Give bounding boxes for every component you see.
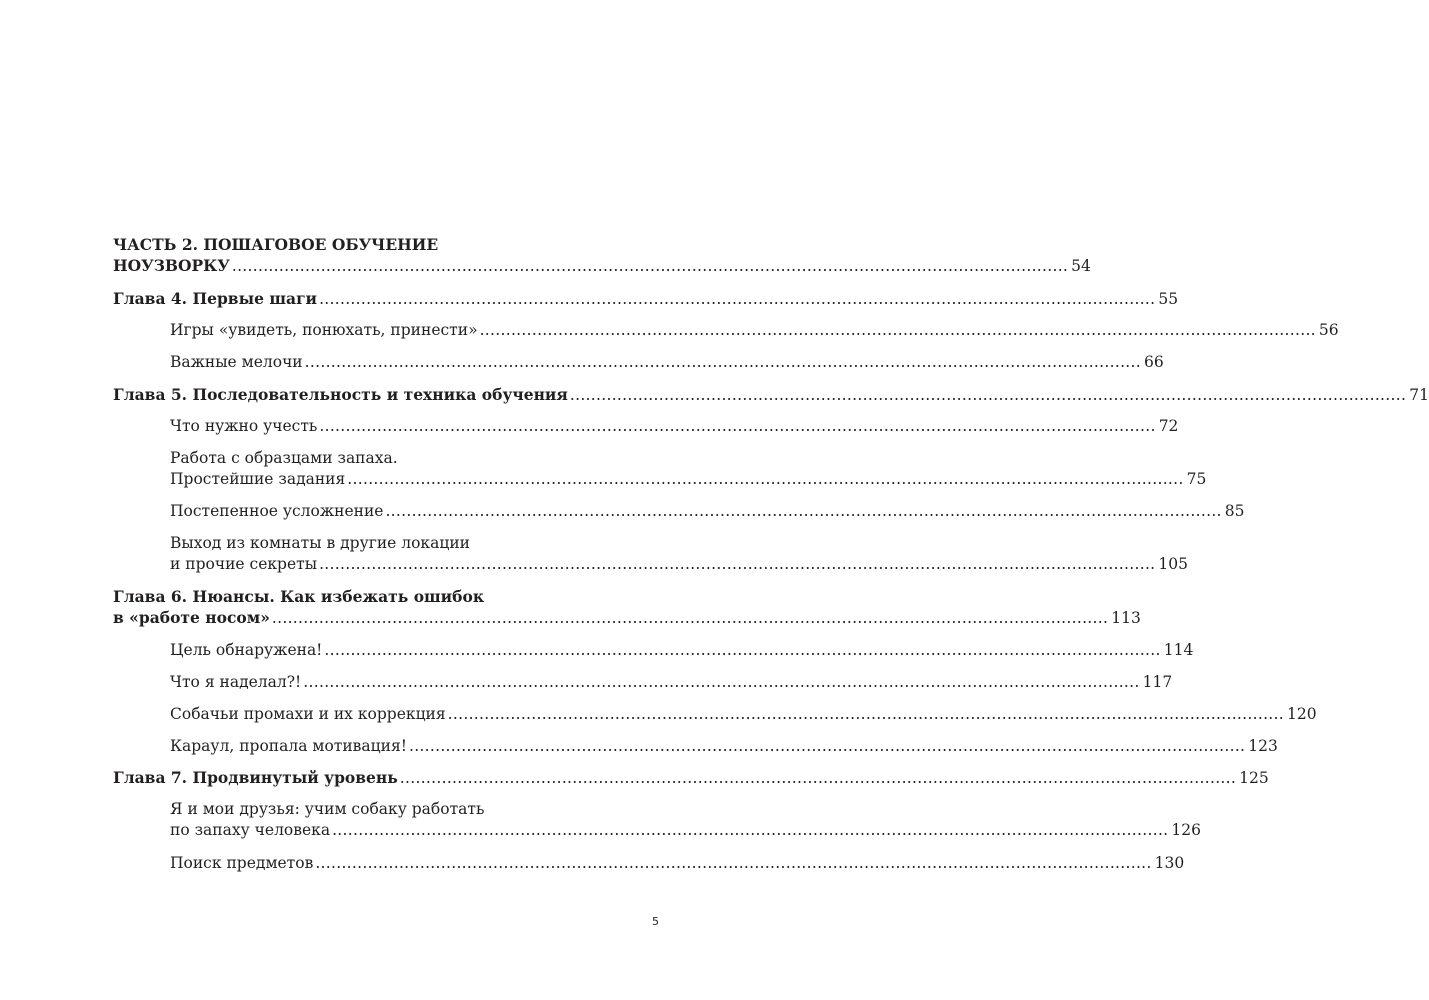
toc-entry-title: Важные мелочи [170, 353, 303, 371]
toc-entry-section [170, 640, 1194, 661]
toc-page-number: 54 [1071, 257, 1091, 275]
toc-entry-title-line1: Выход из комнаты в другие локации [170, 534, 470, 552]
dot-leader: ................................................................................................................................................................ [447, 705, 1284, 723]
dot-leader: ................................................................................................................................................................ [324, 641, 1161, 659]
dot-leader: ................................................................................................................................................................ [271, 609, 1109, 627]
toc-entry-title: Цель обнаружена! [170, 641, 323, 659]
toc-entry-title: Караул, пропала мотивация! [170, 737, 407, 755]
dot-leader: ................................................................................................................................................................ [347, 470, 1184, 488]
toc-entry-part2 [113, 234, 1091, 276]
dot-leader: ................................................................................................................................................................ [385, 502, 1222, 520]
toc-entry-section [170, 416, 1179, 437]
toc-page-number: 114 [1163, 641, 1194, 659]
dot-leader: ................................................................................................................................................................ [319, 417, 1156, 435]
toc-page-number: 120 [1286, 705, 1317, 723]
dot-leader: ................................................................................................................................................................ [319, 555, 1156, 573]
toc-entry-section [170, 853, 1185, 874]
toc-entry-title: Собачьи промахи и их коррекция [170, 705, 446, 723]
toc-entry-title-line1: ЧАСТЬ 2. ПОШАГОВОЕ ОБУЧЕНИЕ [113, 235, 439, 254]
toc-entry-title: Что нужно учесть [170, 417, 318, 435]
toc-entry-title-line1: Глава 6. Нюансы. Как избежать ошибок [113, 587, 485, 606]
page-number: 5 [652, 915, 659, 928]
toc-entry-title-line2: по запаху человека [170, 821, 331, 839]
toc-entry-title-line1: Я и мои друзья: учим собаку работать [170, 800, 485, 818]
dot-leader: ................................................................................................................................................................ [408, 737, 1246, 755]
dot-leader: ................................................................................................................................................................ [231, 257, 1069, 275]
toc-page-number: 56 [1318, 321, 1339, 339]
dot-leader: ................................................................................................................................................................ [304, 353, 1141, 371]
toc-entry-title-line2: в «работе носом» [113, 608, 270, 627]
dot-leader: ................................................................................................................................................................ [319, 290, 1156, 308]
dot-leader: ................................................................................................................................................................ [399, 769, 1237, 787]
toc-page-number: 85 [1224, 502, 1245, 520]
toc-entry-title: Поиск предметов [170, 854, 314, 872]
toc-page-number: 126 [1171, 821, 1201, 839]
toc-entry-section [170, 448, 1207, 490]
toc-entry-title-line2: НОУЗВОРКУ [113, 256, 230, 275]
toc-page-number: 55 [1158, 290, 1179, 308]
toc-entry-title: Постепенное усложнение [170, 502, 384, 520]
toc-entry-chapter-4 [113, 288, 1179, 309]
toc-entry-title: Глава 5. Последовательность и техника обучения [113, 385, 568, 404]
toc-entry-title: Глава 7. Продвинутый уровень [113, 768, 398, 787]
toc-entry-section [170, 736, 1278, 757]
toc-entry-section [170, 352, 1164, 373]
toc-entry-section [170, 533, 1188, 575]
toc-page-number: 130 [1154, 854, 1185, 872]
toc-page-number: 125 [1239, 769, 1269, 787]
toc-entry-chapter-7 [113, 767, 1269, 788]
toc-page-number: 71 [1409, 386, 1429, 404]
toc-entry-section [170, 501, 1245, 522]
dot-leader: ................................................................................................................................................................ [332, 821, 1169, 839]
toc-entry-section [170, 320, 1339, 341]
dot-leader: ................................................................................................................................................................ [315, 854, 1152, 872]
dot-leader: ................................................................................................................................................................ [303, 673, 1140, 691]
toc-page-number: 66 [1143, 353, 1164, 371]
toc-entry-title: Что я наделал?! [170, 673, 302, 691]
toc-entry-title: Глава 4. Первые шаги [113, 289, 318, 308]
toc-entry-chapter-6 [113, 586, 1141, 628]
toc-entry-title: Игры «увидеть, понюхать, принести» [170, 321, 478, 339]
toc-entry-title-line1: Работа с образцами запаха. [170, 449, 398, 467]
toc-entry-section [170, 704, 1317, 725]
dot-leader: ................................................................................................................................................................ [569, 386, 1407, 404]
toc-page-number: 123 [1248, 737, 1278, 755]
toc-page-number: 72 [1158, 417, 1179, 435]
toc-entry-title-line2: и прочие секреты [170, 555, 318, 573]
toc-page-number: 117 [1142, 673, 1173, 691]
toc-page-number: 113 [1111, 609, 1141, 627]
toc-entry-section [170, 799, 1201, 841]
toc-entry-title-line2: Простейшие задания [170, 470, 346, 488]
toc-entry-section [170, 672, 1173, 693]
toc-page-number: 75 [1186, 470, 1207, 488]
toc-entry-chapter-5 [113, 384, 1429, 405]
dot-leader: ................................................................................................................................................................ [479, 321, 1316, 339]
toc-page-number: 105 [1158, 555, 1188, 573]
